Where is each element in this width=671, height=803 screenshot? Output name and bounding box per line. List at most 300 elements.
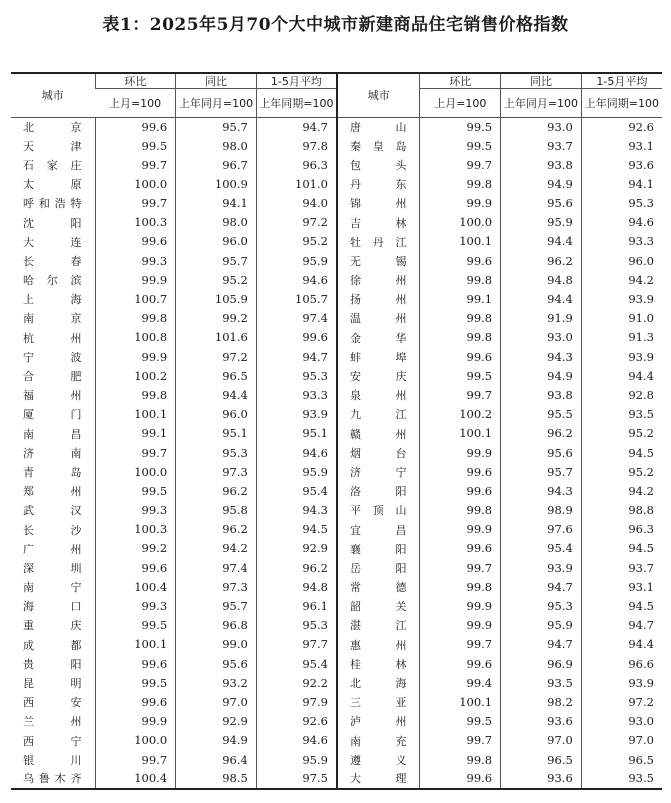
index-value-avg: 94.2 <box>581 482 662 501</box>
city-name: 西 安 <box>23 696 82 710</box>
city-name: 蚌 埠 <box>337 348 420 367</box>
index-value-avg: 94.6 <box>256 271 337 290</box>
index-value-yoy: 94.4 <box>501 233 582 252</box>
index-value-avg: 96.0 <box>581 252 662 271</box>
index-value-mom: 100.4 <box>95 770 176 789</box>
index-value-mom: 100.1 <box>420 233 501 252</box>
index-value-avg: 95.9 <box>256 751 337 770</box>
index-value-yoy: 105.9 <box>176 290 257 309</box>
index-value-avg: 95.4 <box>256 482 337 501</box>
index-value-yoy: 96.0 <box>176 405 257 424</box>
index-value-avg: 94.0 <box>256 194 337 213</box>
index-value-mom: 100.8 <box>95 329 176 348</box>
city-name: 包 头 <box>337 156 420 175</box>
city-name: 银 川 <box>23 753 82 767</box>
city-name: 大 连 <box>23 235 82 249</box>
index-value-yoy: 94.4 <box>176 386 257 405</box>
subheader-avg-left: 上年同期=100 <box>256 89 337 118</box>
index-value-yoy: 93.0 <box>501 329 582 348</box>
index-value-avg: 92.8 <box>581 386 662 405</box>
index-value-yoy: 96.4 <box>176 751 257 770</box>
index-value-avg: 94.6 <box>256 732 337 751</box>
index-value-avg: 93.9 <box>581 674 662 693</box>
index-value-mom: 100.1 <box>95 636 176 655</box>
table-row <box>11 674 662 693</box>
index-value-yoy: 94.9 <box>501 367 582 386</box>
city-name: 泉 州 <box>337 386 420 405</box>
subheader-yoy-right: 上年同月=100 <box>501 89 582 118</box>
city-name: 无 锡 <box>337 252 420 271</box>
city-name: 锦 州 <box>337 194 420 213</box>
city-name: 沈 阳 <box>23 216 82 230</box>
table-row <box>11 482 662 501</box>
table-row <box>11 578 662 597</box>
index-value-avg: 94.2 <box>581 271 662 290</box>
index-value-mom: 99.7 <box>95 194 176 213</box>
city-name: 长 春 <box>23 254 82 268</box>
index-value-mom: 99.5 <box>420 118 501 137</box>
index-value-mom: 99.5 <box>95 137 176 156</box>
city-name: 天 津 <box>23 139 82 153</box>
city-name: 合 肥 <box>23 370 82 384</box>
table-row <box>11 329 662 348</box>
table-row <box>11 501 662 520</box>
city-name: 秦皇岛 <box>337 137 420 156</box>
price-index-table <box>11 72 662 790</box>
index-value-yoy: 93.0 <box>501 118 582 137</box>
index-value-mom: 99.6 <box>420 463 501 482</box>
city-name: 宁 波 <box>23 350 82 364</box>
index-value-yoy: 94.3 <box>501 482 582 501</box>
index-value-avg: 94.6 <box>581 213 662 232</box>
index-value-yoy: 96.2 <box>501 425 582 444</box>
index-value-avg: 93.5 <box>581 770 662 789</box>
index-value-mom: 99.5 <box>95 674 176 693</box>
index-value-yoy: 95.3 <box>176 444 257 463</box>
header-yoy-left: 同比 <box>176 73 257 89</box>
index-value-yoy: 95.5 <box>501 405 582 424</box>
index-value-avg: 92.2 <box>256 674 337 693</box>
index-value-avg: 94.4 <box>581 636 662 655</box>
table-row <box>11 309 662 328</box>
index-value-yoy: 95.7 <box>501 463 582 482</box>
index-value-mom: 99.5 <box>420 137 501 156</box>
city-name: 惠 州 <box>337 636 420 655</box>
table-row <box>11 156 662 175</box>
index-value-avg: 93.9 <box>581 290 662 309</box>
index-value-yoy: 97.3 <box>176 578 257 597</box>
index-value-yoy: 100.9 <box>176 175 257 194</box>
index-value-mom: 99.8 <box>420 751 501 770</box>
index-value-avg: 95.9 <box>256 252 337 271</box>
index-value-mom: 100.1 <box>420 693 501 712</box>
index-value-mom: 99.9 <box>95 271 176 290</box>
header-mom-left: 环比 <box>95 73 176 89</box>
index-value-mom: 99.6 <box>95 655 176 674</box>
index-value-yoy: 95.8 <box>176 501 257 520</box>
index-value-avg: 93.1 <box>581 578 662 597</box>
index-value-mom: 100.3 <box>95 520 176 539</box>
city-name: 牡丹江 <box>337 233 420 252</box>
index-value-avg: 94.1 <box>581 175 662 194</box>
index-value-yoy: 97.2 <box>176 348 257 367</box>
index-value-avg: 97.9 <box>256 693 337 712</box>
table-row <box>11 597 662 616</box>
city-name: 广 州 <box>23 542 82 556</box>
table-row <box>11 559 662 578</box>
index-value-mom: 99.6 <box>420 348 501 367</box>
index-value-yoy: 94.4 <box>501 290 582 309</box>
index-value-mom: 99.6 <box>420 770 501 789</box>
city-name: 泸 州 <box>337 712 420 731</box>
header-mom-right: 环比 <box>420 73 501 89</box>
index-value-avg: 94.6 <box>256 444 337 463</box>
city-name: 太 原 <box>23 178 82 192</box>
index-value-avg: 105.7 <box>256 290 337 309</box>
index-value-avg: 97.4 <box>256 309 337 328</box>
city-name: 遵 义 <box>337 751 420 770</box>
index-value-yoy: 94.3 <box>501 348 582 367</box>
index-value-avg: 94.5 <box>581 597 662 616</box>
city-name: 三 亚 <box>337 693 420 712</box>
index-value-yoy: 97.3 <box>176 463 257 482</box>
city-name: 丹 东 <box>337 175 420 194</box>
table-row <box>11 386 662 405</box>
table-row <box>11 137 662 156</box>
table-row <box>11 271 662 290</box>
index-value-avg: 97.8 <box>256 137 337 156</box>
city-name: 重 庆 <box>23 619 82 633</box>
table-row <box>11 540 662 559</box>
index-value-mom: 99.7 <box>420 386 501 405</box>
index-value-yoy: 97.6 <box>501 520 582 539</box>
table-row <box>11 367 662 386</box>
index-value-avg: 95.4 <box>256 655 337 674</box>
index-value-yoy: 96.5 <box>176 367 257 386</box>
index-value-yoy: 93.7 <box>501 137 582 156</box>
index-value-avg: 96.3 <box>581 520 662 539</box>
city-name: 南 京 <box>23 312 82 326</box>
index-value-avg: 93.9 <box>256 405 337 424</box>
index-value-avg: 92.6 <box>256 712 337 731</box>
index-value-yoy: 96.0 <box>176 233 257 252</box>
index-value-avg: 96.3 <box>256 156 337 175</box>
index-value-yoy: 98.2 <box>501 693 582 712</box>
table-row <box>11 616 662 635</box>
city-name: 福 州 <box>23 389 82 403</box>
index-value-avg: 97.2 <box>581 693 662 712</box>
city-name: 唐 山 <box>337 118 420 137</box>
city-name: 南 昌 <box>23 427 82 441</box>
index-value-avg: 95.3 <box>256 616 337 635</box>
index-value-avg: 95.1 <box>256 425 337 444</box>
city-name: 长 沙 <box>23 523 82 537</box>
index-value-yoy: 97.0 <box>501 732 582 751</box>
index-value-mom: 100.0 <box>95 732 176 751</box>
city-name: 贵 阳 <box>23 657 82 671</box>
index-value-yoy: 96.7 <box>176 156 257 175</box>
index-value-avg: 96.6 <box>581 655 662 674</box>
city-name: 青 岛 <box>23 465 82 479</box>
index-value-yoy: 97.4 <box>176 559 257 578</box>
index-value-yoy: 93.8 <box>501 386 582 405</box>
index-value-mom: 99.8 <box>420 175 501 194</box>
index-value-avg: 93.9 <box>581 348 662 367</box>
city-name: 西 宁 <box>23 734 82 748</box>
index-value-mom: 99.4 <box>420 674 501 693</box>
table-row <box>11 444 662 463</box>
table-row <box>11 520 662 539</box>
city-name: 扬 州 <box>337 290 420 309</box>
index-value-avg: 91.0 <box>581 309 662 328</box>
table-row <box>11 751 662 770</box>
subheader-yoy-left: 上年同月=100 <box>176 89 257 118</box>
index-value-mom: 99.9 <box>420 597 501 616</box>
index-value-yoy: 95.6 <box>176 655 257 674</box>
city-name: 深 圳 <box>23 561 82 575</box>
index-value-mom: 99.9 <box>420 194 501 213</box>
index-value-mom: 99.7 <box>95 444 176 463</box>
table-row <box>11 213 662 232</box>
table-row <box>11 233 662 252</box>
index-value-yoy: 94.7 <box>501 636 582 655</box>
city-name: 厦 门 <box>23 408 82 422</box>
index-value-yoy: 95.6 <box>501 444 582 463</box>
index-value-mom: 99.6 <box>420 252 501 271</box>
index-value-avg: 93.0 <box>581 712 662 731</box>
city-name: 石家庄 <box>23 158 82 172</box>
table-row <box>11 348 662 367</box>
index-value-avg: 95.3 <box>581 194 662 213</box>
index-value-mom: 99.6 <box>420 482 501 501</box>
index-value-mom: 100.1 <box>420 425 501 444</box>
city-name: 赣 州 <box>337 425 420 444</box>
table-row <box>11 405 662 424</box>
index-value-mom: 100.3 <box>95 213 176 232</box>
index-value-yoy: 95.3 <box>501 597 582 616</box>
index-value-avg: 94.5 <box>256 520 337 539</box>
index-value-yoy: 94.1 <box>176 194 257 213</box>
index-value-avg: 92.9 <box>256 540 337 559</box>
index-value-mom: 99.6 <box>95 233 176 252</box>
index-value-yoy: 96.9 <box>501 655 582 674</box>
index-value-mom: 100.7 <box>95 290 176 309</box>
index-value-yoy: 96.5 <box>501 751 582 770</box>
table-row <box>11 118 662 137</box>
index-value-yoy: 94.8 <box>501 271 582 290</box>
index-value-yoy: 95.7 <box>176 252 257 271</box>
index-value-avg: 95.9 <box>256 463 337 482</box>
index-value-avg: 95.2 <box>256 233 337 252</box>
index-value-avg: 94.3 <box>256 501 337 520</box>
table-row <box>11 770 662 789</box>
index-value-yoy: 93.9 <box>501 559 582 578</box>
index-value-yoy: 99.0 <box>176 636 257 655</box>
index-value-mom: 99.3 <box>95 252 176 271</box>
index-value-yoy: 92.9 <box>176 712 257 731</box>
index-value-avg: 94.7 <box>256 348 337 367</box>
city-name: 济 宁 <box>337 463 420 482</box>
table-row <box>11 636 662 655</box>
index-value-yoy: 96.8 <box>176 616 257 635</box>
index-value-mom: 99.3 <box>95 501 176 520</box>
index-value-mom: 99.6 <box>420 655 501 674</box>
index-value-yoy: 93.5 <box>501 674 582 693</box>
index-value-mom: 99.6 <box>95 559 176 578</box>
city-name: 宜 昌 <box>337 520 420 539</box>
index-value-yoy: 94.7 <box>501 578 582 597</box>
index-value-mom: 99.6 <box>95 118 176 137</box>
index-value-mom: 99.9 <box>420 520 501 539</box>
index-value-yoy: 93.8 <box>501 156 582 175</box>
subheader-avg-right: 上年同期=100 <box>581 89 662 118</box>
index-value-avg: 94.7 <box>581 616 662 635</box>
index-value-mom: 99.6 <box>95 693 176 712</box>
index-value-yoy: 95.7 <box>176 597 257 616</box>
city-name: 南 充 <box>337 732 420 751</box>
index-value-mom: 99.5 <box>95 482 176 501</box>
index-value-mom: 99.5 <box>420 367 501 386</box>
table-row <box>11 693 662 712</box>
table-row <box>11 463 662 482</box>
index-value-mom: 99.9 <box>420 616 501 635</box>
index-value-yoy: 95.9 <box>501 213 582 232</box>
header-city-right: 城市 <box>337 73 420 118</box>
index-value-yoy: 98.5 <box>176 770 257 789</box>
city-name: 郑 州 <box>23 485 82 499</box>
table-row <box>11 425 662 444</box>
index-value-mom: 100.1 <box>95 405 176 424</box>
table-row <box>11 712 662 731</box>
index-value-yoy: 95.1 <box>176 425 257 444</box>
index-value-mom: 100.0 <box>95 463 176 482</box>
index-value-yoy: 98.0 <box>176 213 257 232</box>
index-value-mom: 99.7 <box>420 636 501 655</box>
city-name: 北 海 <box>337 674 420 693</box>
index-value-mom: 99.8 <box>95 386 176 405</box>
index-value-avg: 93.3 <box>581 233 662 252</box>
city-name: 济 南 <box>23 446 82 460</box>
index-value-mom: 99.8 <box>420 578 501 597</box>
index-value-avg: 94.5 <box>581 444 662 463</box>
subheader-mom-left: 上月=100 <box>95 89 176 118</box>
index-value-avg: 94.5 <box>581 540 662 559</box>
city-name: 平顶山 <box>337 501 420 520</box>
index-value-yoy: 93.6 <box>501 770 582 789</box>
index-value-mom: 99.7 <box>420 156 501 175</box>
subheader-mom-right: 上月=100 <box>420 89 501 118</box>
index-value-mom: 99.7 <box>420 559 501 578</box>
index-value-avg: 96.1 <box>256 597 337 616</box>
table-row <box>11 175 662 194</box>
index-value-mom: 99.9 <box>95 348 176 367</box>
city-name: 武 汉 <box>23 504 82 518</box>
index-value-avg: 95.2 <box>581 463 662 482</box>
index-value-mom: 100.4 <box>95 578 176 597</box>
table-title: 表1：2025年5月70个大中城市新建商品住宅销售价格指数 <box>102 15 569 35</box>
index-value-yoy: 95.4 <box>501 540 582 559</box>
index-value-avg: 101.0 <box>256 175 337 194</box>
index-value-mom: 99.8 <box>420 309 501 328</box>
index-value-yoy: 96.2 <box>176 482 257 501</box>
table-row <box>11 290 662 309</box>
city-name: 襄 阳 <box>337 540 420 559</box>
table-body <box>11 118 662 790</box>
index-value-mom: 99.2 <box>95 540 176 559</box>
header-yoy-right: 同比 <box>501 73 582 89</box>
index-value-yoy: 95.2 <box>176 271 257 290</box>
index-value-yoy: 99.2 <box>176 309 257 328</box>
city-name: 金 华 <box>337 329 420 348</box>
index-value-avg: 93.5 <box>581 405 662 424</box>
index-value-mom: 100.0 <box>95 175 176 194</box>
city-name: 温 州 <box>337 309 420 328</box>
index-value-mom: 99.7 <box>95 156 176 175</box>
index-value-avg: 98.8 <box>581 501 662 520</box>
city-name: 哈尔滨 <box>23 274 82 288</box>
index-value-yoy: 91.9 <box>501 309 582 328</box>
index-value-mom: 99.1 <box>420 290 501 309</box>
city-name: 岳 阳 <box>337 559 420 578</box>
index-value-yoy: 94.9 <box>501 175 582 194</box>
index-value-mom: 99.8 <box>420 271 501 290</box>
header-avg-right: 1-5月平均 <box>581 73 662 89</box>
index-value-mom: 100.2 <box>95 367 176 386</box>
table-row <box>11 252 662 271</box>
index-value-avg: 97.0 <box>581 732 662 751</box>
index-value-yoy: 95.7 <box>176 118 257 137</box>
city-name: 烟 台 <box>337 444 420 463</box>
table-row <box>11 732 662 751</box>
index-value-yoy: 98.0 <box>176 137 257 156</box>
table-row <box>11 655 662 674</box>
index-value-avg: 95.2 <box>581 425 662 444</box>
index-value-avg: 94.8 <box>256 578 337 597</box>
city-name: 昆 明 <box>23 677 82 691</box>
index-value-avg: 93.1 <box>581 137 662 156</box>
index-value-yoy: 95.6 <box>501 194 582 213</box>
index-value-yoy: 93.2 <box>176 674 257 693</box>
index-value-avg: 94.7 <box>256 118 337 137</box>
index-value-mom: 99.7 <box>420 732 501 751</box>
city-name: 徐 州 <box>337 271 420 290</box>
city-name: 南 宁 <box>23 581 82 595</box>
table-row <box>11 194 662 213</box>
index-value-avg: 91.3 <box>581 329 662 348</box>
city-name: 湛 江 <box>337 616 420 635</box>
header-avg-left: 1-5月平均 <box>256 73 337 89</box>
index-value-mom: 99.8 <box>420 329 501 348</box>
index-value-mom: 99.9 <box>420 444 501 463</box>
index-value-avg: 93.3 <box>256 386 337 405</box>
index-value-avg: 97.5 <box>256 770 337 789</box>
table-header <box>11 73 662 118</box>
index-value-mom: 99.3 <box>95 597 176 616</box>
index-value-avg: 93.6 <box>581 156 662 175</box>
index-value-yoy: 97.0 <box>176 693 257 712</box>
city-name: 成 都 <box>23 638 82 652</box>
city-name: 杭 州 <box>23 331 82 345</box>
index-value-mom: 99.1 <box>95 425 176 444</box>
index-value-mom: 99.9 <box>95 712 176 731</box>
city-name: 上 海 <box>23 293 82 307</box>
index-value-avg: 92.6 <box>581 118 662 137</box>
index-value-mom: 100.0 <box>420 213 501 232</box>
index-value-avg: 97.7 <box>256 636 337 655</box>
city-name: 常 德 <box>337 578 420 597</box>
index-value-mom: 99.8 <box>95 309 176 328</box>
city-name: 桂 林 <box>337 655 420 674</box>
